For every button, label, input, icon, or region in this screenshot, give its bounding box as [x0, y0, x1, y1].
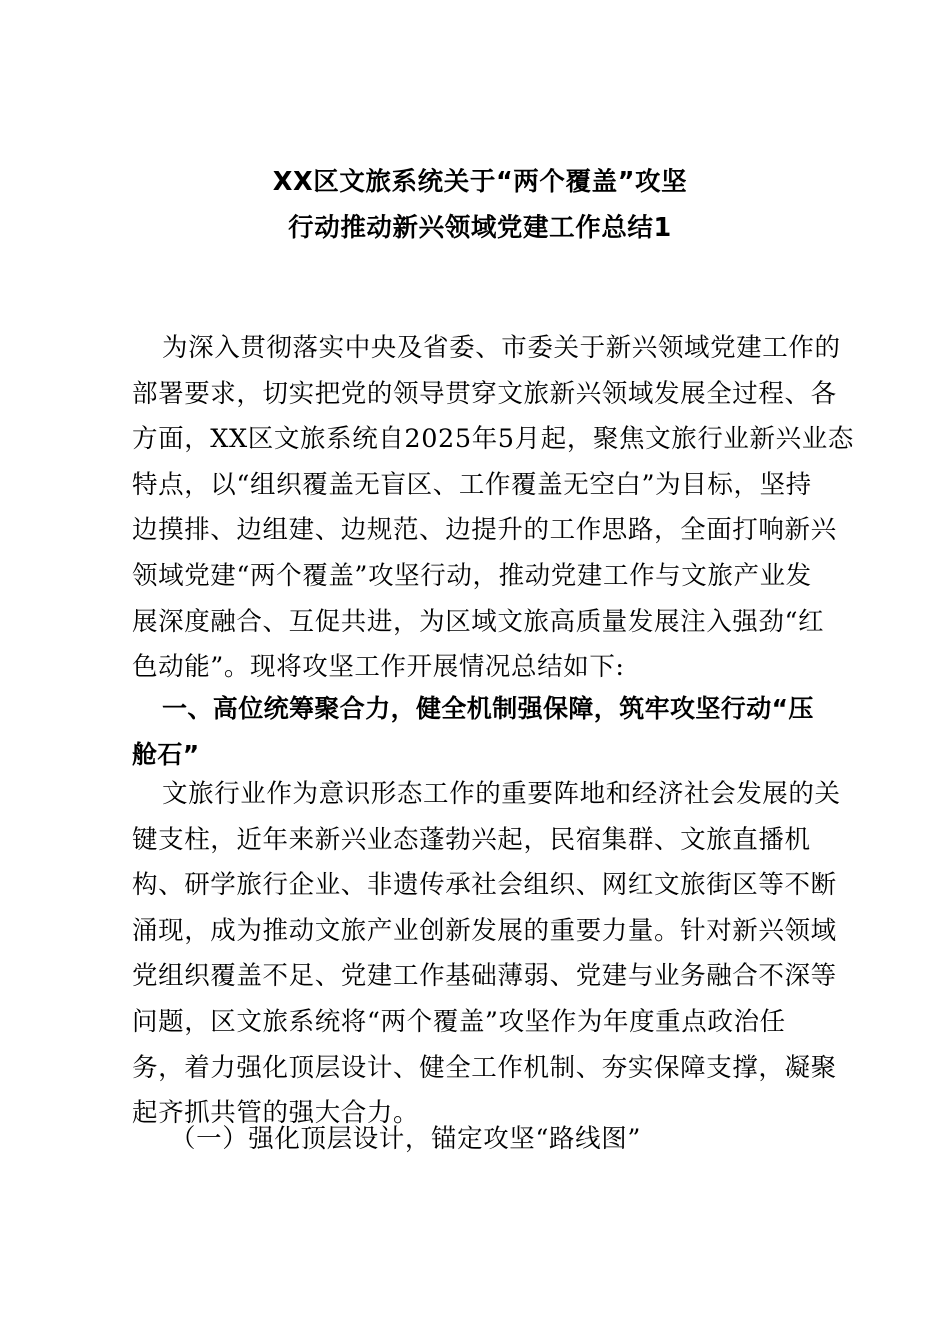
heading-line: 一、高位统筹聚合力，健全机制强保障，筑牢攻坚行动“压 [162, 694, 814, 723]
title-line-1: XX区文旅系统关于“两个覆盖”攻坚 [272, 167, 688, 197]
text-line: 构、研学旅行企业、非遗传承社会组织、网红文旅街区等不断 [132, 870, 837, 901]
text-line: 问题，区文旅系统将“两个覆盖”攻坚作为年度重点政治任 [132, 1006, 786, 1037]
text-line: 键支柱，近年来新兴业态蓬勃兴起，民宿集群、文旅直播机 [132, 824, 811, 855]
text-line: 色动能”。现将攻坚工作开展情况总结如下: [132, 652, 625, 683]
section-heading-1 [132, 686, 822, 777]
text-line: 涌现，成为推动文旅产业创新发展的重要力量。针对新兴领域 [132, 915, 837, 946]
subheading-line: （一）强化顶层设计，锚定攻坚“路线图” [170, 1124, 641, 1154]
section-1-paragraph [132, 772, 841, 1137]
heading-line: 舱石” [132, 739, 200, 769]
text-line: 为深入贯彻落实中央及省委、市委关于新兴领域党建工作的 [162, 333, 841, 363]
title-line-2: 行动推动新兴领域党建工作总结1 [288, 212, 672, 243]
text-line: 展深度融合、互促共进，为区域文旅高质量发展注入强劲“红 [132, 606, 825, 637]
text-line: 边摸排、边组建、边规范、边提升的工作思路，全面打响新兴 [132, 515, 837, 546]
text-line: 务，着力强化顶层设计、健全工作机制、夯实保障支撑，凝聚 [132, 1052, 837, 1083]
text-line: 党组织覆盖不足、党建工作基础薄弱、党建与业务融合不深等 [132, 961, 837, 992]
text-line: 特点，以“组织覆盖无盲区、工作覆盖无空白”为目标，坚持 [132, 469, 812, 500]
text-line: 文旅行业作为意识形态工作的重要阵地和经济社会发展的关 [162, 779, 841, 809]
intro-paragraph [132, 326, 854, 691]
subsection-heading-1-1 [132, 1117, 822, 1163]
text-line: 方面，XX区文旅系统自2025年5月起，聚焦文旅行业新兴业态 [132, 424, 854, 455]
text-line: 部署要求，切实把党的领导贯穿文旅新兴领域发展全过程、各 [132, 378, 837, 409]
text-line: 领域党建“两个覆盖”攻坚行动，推动党建工作与文旅产业发 [132, 560, 812, 591]
text-line: 起齐抓共管的强大合力。 [132, 1098, 420, 1129]
document-title [130, 160, 830, 251]
